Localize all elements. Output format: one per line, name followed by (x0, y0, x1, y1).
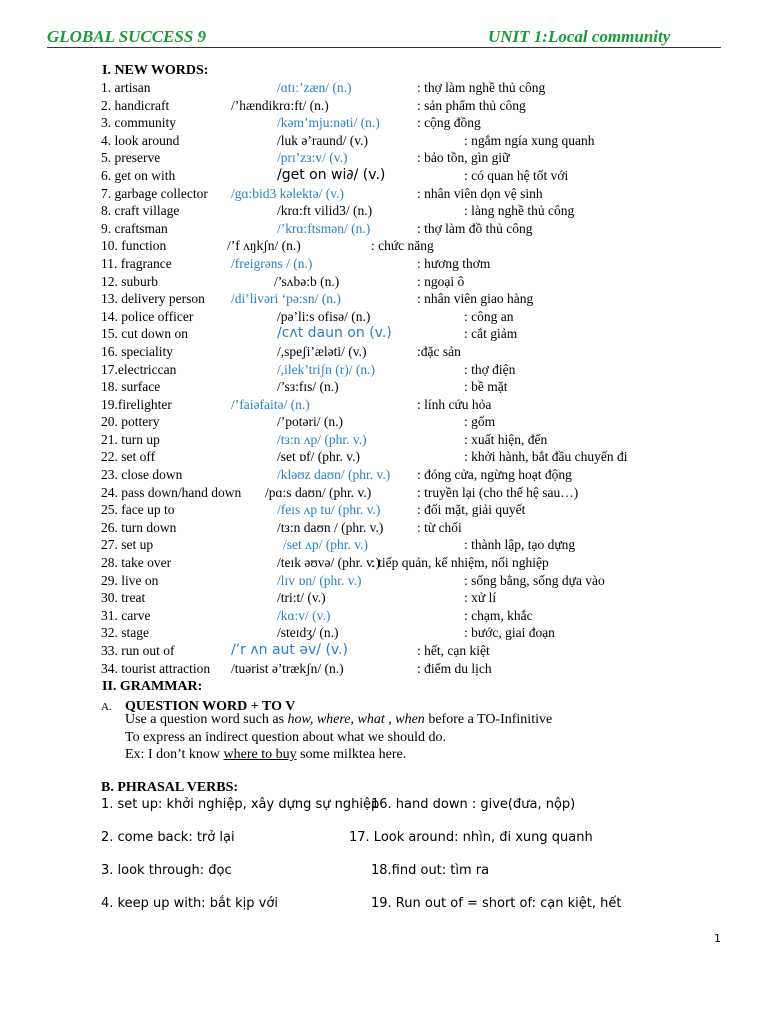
word-meaning: : lính cứu hỏa (417, 396, 492, 412)
word-row (101, 308, 721, 326)
word-meaning: : nhân viên dọn vệ sinh (417, 185, 543, 201)
word-meaning: : điểm du lịch (417, 660, 492, 676)
word-ipa: /kɑ:v/ (v.) (277, 607, 331, 623)
word-meaning: : ngoại ô (417, 273, 465, 289)
word-list (101, 79, 721, 677)
word-meaning: : chức năng (371, 238, 434, 254)
header-unit-title: UNIT 1:Local community (488, 27, 671, 46)
word-ipa: /,speʃi’æləti/ (v.) (277, 343, 367, 359)
word-ipa: /lɪv ɒn/ (phr. v.) (277, 572, 362, 588)
word-row (101, 325, 721, 343)
phrasal-item: 1. set up: khởi nghiệp, xây dựng sự nghiệp (101, 797, 380, 812)
word-term: 10. function (101, 238, 167, 254)
word-meaning: : thợ làm nghề thủ công (417, 80, 546, 95)
word-term: 23. close down (101, 467, 183, 483)
word-ipa: /tз:n ʌp/ (phr. v.) (277, 431, 367, 447)
word-term: 25. face up to (101, 502, 175, 518)
word-row (101, 273, 721, 291)
word-ipa: /feɪs ʌp tu/ (phr. v.) (277, 502, 381, 518)
word-ipa: /pɑ:s daʊn/ (phr. v.) (265, 484, 372, 500)
word-meaning: : bề mặt (464, 379, 508, 395)
word-row (101, 79, 721, 97)
phrasal-item: 18.find out: tìm ra (371, 863, 490, 878)
word-meaning: : chạm, khắc (464, 607, 533, 623)
word-meaning: : có quan hệ tốt với (464, 167, 569, 183)
word-row (101, 519, 721, 537)
word-row (101, 202, 721, 220)
word-term: 16. speciality (101, 343, 173, 359)
word-row (101, 396, 721, 414)
word-ipa: /set ʌp/ (phr. v.) (283, 537, 368, 553)
word-row (101, 361, 721, 379)
word-term: 24. pass down/hand down (101, 484, 242, 500)
word-term: 28. take over (101, 555, 172, 571)
word-ipa: /kləʊz daʊn/ (phr. v.) (277, 467, 391, 483)
word-meaning: : thợ làm đồ thủ công (417, 220, 533, 236)
word-row (101, 660, 721, 678)
word-ipa: /tri:t/ (v.) (277, 590, 326, 606)
word-row (101, 149, 721, 167)
word-meaning: : xuất hiện, đến (464, 431, 548, 447)
word-row (101, 448, 721, 466)
word-ipa: /’potəri/ (n.) (277, 414, 343, 430)
word-meaning: : thợ điện (464, 361, 516, 377)
word-ipa: /’hændikrɑ:ft/ (n.) (231, 97, 329, 113)
word-row (101, 237, 721, 255)
grammar-text: some milktea here. (296, 747, 407, 762)
word-term: 17.electriccan (101, 361, 177, 377)
word-ipa: /’faiəfaitə/ (n.) (231, 396, 310, 412)
grammar-title: QUESTION WORD + TO V (125, 699, 296, 714)
word-ipa: /pə’li:s ofisə/ (n.) (277, 308, 371, 324)
word-term: 33. run out of (101, 643, 175, 658)
word-ipa: /ɑtɪː’zæn/ (n.) (277, 80, 352, 95)
word-term: 1. artisan (101, 80, 151, 95)
grammar-text: before a TO-Infinitive (424, 712, 553, 727)
word-row (101, 589, 721, 607)
phrasal-item: 2. come back: trở lại (101, 830, 235, 845)
word-row (101, 185, 721, 203)
word-ipa: /luk ə’raund/ (v.) (277, 132, 368, 148)
word-ipa: /prɪ’zз:v/ (v.) (277, 150, 348, 166)
word-term: 14. police officer (101, 308, 194, 324)
word-ipa: /steɪdʒ/ (n.) (277, 625, 339, 641)
word-ipa: /’r ʌn aut əv/ (v.) (231, 642, 349, 658)
word-term: 20. pottery (101, 414, 160, 430)
word-meaning: : tiếp quản, kế nhiệm, nối nghiệp (371, 555, 549, 571)
word-term: 21. turn up (101, 431, 160, 447)
word-term: 30. treat (101, 590, 146, 606)
word-term: 31. carve (101, 607, 151, 623)
word-ipa: /cʌt daun on (v.) (277, 325, 392, 342)
word-term: 12. suburb (101, 273, 158, 289)
word-meaning: : khởi hành, bắt đầu chuyến đi (464, 449, 628, 465)
word-term: 26. turn down (101, 519, 177, 535)
word-row (101, 466, 721, 484)
word-ipa: /di’livəri ‘pə:sn/ (n.) (231, 291, 341, 307)
word-term: 29. live on (101, 572, 159, 588)
word-ipa: /kəm’mju:nəti/ (n.) (277, 115, 380, 131)
grammar-question-words: how, where, what , when (287, 712, 425, 727)
word-row (101, 255, 721, 273)
word-meaning: : công an (464, 308, 514, 324)
word-term: 34. tourist attraction (101, 660, 211, 676)
word-meaning: : cắt giảm (464, 326, 518, 342)
header-divider (47, 47, 721, 48)
word-row (101, 554, 721, 572)
word-meaning: :đặc sản (417, 343, 461, 359)
word-term: 5. preserve (101, 150, 161, 166)
grammar-label: A. (101, 701, 112, 713)
word-ipa: /,ilek’triʃn (r)/ (n.) (277, 361, 375, 377)
word-term: 15. cut down on (101, 326, 188, 342)
word-row (101, 501, 721, 519)
grammar-text: Ex: I don’t know (125, 747, 224, 762)
word-term: 18. surface (101, 379, 161, 395)
word-meaning: : thành lập, tạo dựng (464, 537, 576, 553)
word-ipa: /freigrəns / (n.) (231, 255, 313, 271)
word-meaning: : hương thơm (417, 255, 491, 271)
word-meaning: : nhân viên giao hàng (417, 291, 534, 307)
word-meaning: : bước, giai đoạn (464, 625, 555, 641)
word-ipa: /tuərist ə’trækʃn/ (n.) (231, 660, 344, 676)
word-ipa: /’f ʌŋkʃn/ (n.) (227, 238, 301, 254)
word-meaning: : đối mặt, giải quyết (417, 502, 526, 518)
word-meaning: : truyền lại (cho thế hệ sau…) (417, 484, 579, 500)
word-term: 13. delivery person (101, 291, 205, 307)
word-row (101, 132, 721, 150)
word-ipa: /get on wi∂/ (v.) (277, 166, 386, 183)
word-term: 6. get on with (101, 167, 176, 183)
grammar-line-2: To express an indirect question about what we should do. (125, 730, 446, 745)
word-meaning: : sản phẩm thủ công (417, 97, 526, 113)
word-meaning: : sống bằng, sống dựa vào (464, 572, 605, 588)
section-grammar-title: II. GRAMMAR: (102, 679, 203, 694)
word-row (101, 97, 721, 115)
word-term: 32. stage (101, 625, 149, 641)
word-ipa: /set ɒf/ (phr. v.) (277, 449, 361, 465)
word-row (101, 343, 721, 361)
word-row (101, 607, 721, 625)
word-row (101, 378, 721, 396)
word-meaning: : hết, cạn kiệt (417, 643, 490, 658)
word-meaning: : bảo tồn, gìn giữ (417, 150, 510, 166)
word-meaning: : đóng cửa, ngừng hoạt động (417, 467, 572, 483)
word-row (101, 220, 721, 238)
word-meaning: : gốm (464, 414, 496, 430)
word-ipa: /teɪk əʊvə/ (phr. v.) (277, 555, 380, 571)
word-ipa: /gɑ:bid3 kəlektə/ (v.) (231, 185, 345, 201)
word-row (101, 536, 721, 554)
grammar-text: Use a question word such as (125, 712, 288, 727)
phrasal-item: 4. keep up with: bắt kịp với (101, 896, 278, 911)
phrasal-item: 3. look through: đọc (101, 863, 232, 878)
word-term: 4. look around (101, 132, 180, 148)
word-term: 7. garbage collector (101, 185, 208, 201)
word-meaning: : từ chối (417, 519, 462, 535)
grammar-example (125, 747, 406, 763)
word-row (101, 572, 721, 590)
phrasal-item: 19. Run out of = short of: cạn kiệt, hết (371, 896, 622, 911)
word-term: 8. craft village (101, 203, 180, 219)
grammar-line-1 (125, 712, 552, 728)
word-ipa: /tз:n daʊn / (phr. v.) (277, 519, 384, 535)
word-meaning: : làng nghề thủ công (464, 203, 575, 219)
word-meaning: : ngắm ngía xung quanh (464, 132, 595, 148)
word-row (101, 114, 721, 132)
word-row (101, 167, 721, 185)
word-row (101, 642, 721, 660)
word-term: 11. fragrance (101, 255, 172, 271)
word-term: 27. set up (101, 537, 154, 553)
word-row (101, 413, 721, 431)
word-ipa: /’sз:fɪs/ (n.) (277, 379, 339, 395)
word-term: 19.firelighter (101, 396, 172, 412)
word-row (101, 431, 721, 449)
word-term: 22. set off (101, 449, 156, 465)
section-phrasal-verbs-title: B. PHRASAL VERBS: (101, 780, 239, 795)
phrasal-item: 16. hand down : give(đưa, nộp) (371, 797, 576, 812)
word-ipa: /krɑ:ft vilid3/ (n.) (277, 203, 373, 219)
word-meaning: : cộng đồng (417, 115, 481, 131)
word-meaning: : xử lí (464, 590, 497, 606)
word-term: 2. handicraft (101, 97, 170, 113)
page-number: 1 (714, 932, 721, 945)
phrasal-item: 17. Look around: nhìn, đi xung quanh (349, 830, 593, 845)
word-row (101, 624, 721, 642)
header-course-title: GLOBAL SUCCESS 9 (47, 27, 207, 46)
word-row (101, 484, 721, 502)
word-ipa: /’krɑ:ftsmən/ (n.) (277, 220, 371, 236)
word-term: 3. community (101, 115, 176, 131)
word-term: 9. craftsman (101, 220, 168, 236)
word-ipa: /’sʌbə:b (n.) (274, 273, 340, 289)
word-row (101, 290, 721, 308)
grammar-example-phrase: where to buy (223, 747, 297, 762)
section-new-words-title: I. NEW WORDS: (102, 63, 209, 78)
